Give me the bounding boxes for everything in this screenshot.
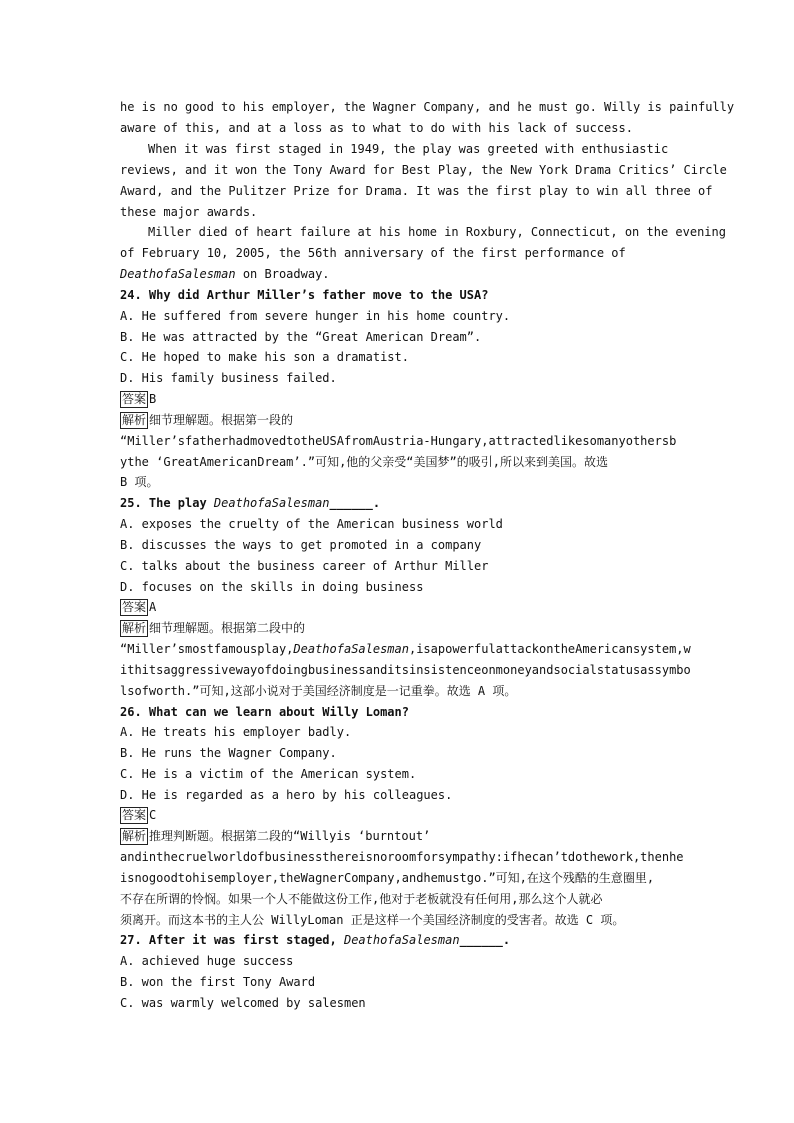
answer-label: 答案 — [122, 392, 147, 406]
question-27 — [120, 931, 510, 949]
question-24: 24. Why did Arthur Miller’s father move to the USA? — [120, 288, 489, 302]
question-text: 25. The play — [120, 496, 214, 510]
answer-value: B — [149, 392, 157, 406]
answer-label: 答案 — [122, 808, 147, 822]
option-24-a: A. He suffered from severe hunger in his home country. — [120, 309, 511, 323]
option-24-d: D. His family business failed. — [120, 371, 337, 385]
play-title: DeathofaSalesman — [343, 933, 460, 947]
question-blank: ______. — [459, 933, 511, 947]
play-title: DeathofaSalesman — [213, 496, 330, 510]
passage-line: reviews, and it won the Tony Award for Best Play, the New York Drama Critics’ Circle — [120, 163, 727, 177]
option-26-a: A. He treats his employer badly. — [120, 725, 352, 739]
option-27-a: A. achieved huge success — [120, 954, 294, 968]
passage-line: he is no good to his employer, the Wagner Company, and he must go. Willy is painfully — [120, 100, 735, 114]
passage-line — [120, 265, 330, 283]
analysis-line — [120, 640, 691, 658]
option-26-d: D. He is regarded as a hero by his colleagues. — [120, 788, 453, 802]
option-25-d: D. focuses on the skills in doing business — [120, 580, 424, 594]
analysis-line: ythe ‘GreatAmericanDream’.”可知,他的父亲受“美国梦”的吸引,所以来到美国。故选 — [120, 455, 608, 469]
question-text: 27. After it was first staged, — [120, 933, 344, 947]
analysis-line: lsofworth.”可知,这部小说对于美国经济制度是一记重拳。故选 A 项。 — [120, 684, 517, 698]
analysis-line: 不存在所谓的怜悯。如果一个人不能做这份工作,他对于老板就没有任何用,那么这个人就必 — [120, 892, 603, 906]
analysis-text: ,isapowerfulattackontheAmericansystem,w — [408, 642, 691, 656]
answer-24 — [120, 390, 156, 408]
analysis-line: isnogoodtohisemployer,theWagnerCompany,andhemustgo.”可知,在这个残酷的生意圈里, — [120, 871, 655, 885]
passage-line: of February 10, 2005, the 56th anniversary of the first performance of — [120, 246, 626, 260]
passage-text: on Broadway. — [235, 267, 330, 281]
option-25-c: C. talks about the business career of Arthur Miller — [120, 559, 489, 573]
passage-line: When it was first staged in 1949, the play was greeted with enthusiastic — [148, 142, 669, 156]
analysis-text: 细节理解题。根据第二段中的 — [149, 621, 306, 635]
analysis-text: “Miller’smostfamousplay, — [120, 642, 294, 656]
analysis-line: “Miller’sfatherhadmovedtotheUSAfromAustria-Hungary,attractedlikesomanyothersb — [120, 434, 677, 448]
option-24-c: C. He hoped to make his son a dramatist. — [120, 350, 409, 364]
answer-value: C — [149, 808, 157, 822]
analysis-label: 解析 — [122, 829, 147, 843]
question-blank: ______. — [329, 496, 381, 510]
analysis-text: 细节理解题。根据第一段的 — [149, 413, 294, 427]
analysis-24 — [120, 411, 293, 429]
analysis-label: 解析 — [122, 621, 147, 635]
passage-line: Award, and the Pulitzer Prize for Drama. It was the first play to win all three of — [120, 184, 713, 198]
play-title: DeathofaSalesman — [293, 642, 409, 656]
play-title: DeathofaSalesman — [120, 267, 236, 281]
option-25-a: A. exposes the cruelty of the American business world — [120, 517, 503, 531]
option-25-b: B. discusses the ways to get promoted in a company — [120, 538, 482, 552]
passage-line: aware of this, and at a loss as to what to do with his lack of success. — [120, 121, 633, 135]
analysis-25 — [120, 619, 305, 637]
analysis-label: 解析 — [122, 413, 147, 427]
option-24-b: B. He was attracted by the “Great American Dream”. — [120, 330, 482, 344]
analysis-line: 须离开。而这本书的主人公 WillyLoman 正是这样一个美国经济制度的受害者。故选 C 项。 — [120, 913, 625, 927]
analysis-line: ithitsaggressivewayofdoingbusinessanditsinsistenceonmoneyandsocialstatusassymbo — [120, 663, 691, 677]
answer-label: 答案 — [122, 600, 147, 614]
answer-25 — [120, 598, 156, 616]
option-26-b: B. He runs the Wagner Company. — [120, 746, 337, 760]
analysis-line: andinthecruelworldofbusinessthereisnoroomforsympathy:ifhecan’tdothework,thenhe — [120, 850, 684, 864]
passage-line: Miller died of heart failure at his home in Roxbury, Connecticut, on the evening — [148, 225, 726, 239]
analysis-line: B 项。 — [120, 475, 159, 489]
option-27-c: C. was warmly welcomed by salesmen — [120, 996, 366, 1010]
passage-line: these major awards. — [120, 205, 258, 219]
answer-26 — [120, 806, 156, 824]
question-26: 26. What can we learn about Willy Loman? — [120, 705, 409, 719]
analysis-26 — [120, 827, 430, 845]
analysis-text: 推理判断题。根据第二段的“Willyis ‘burntout’ — [149, 829, 431, 843]
option-27-b: B. won the first Tony Award — [120, 975, 316, 989]
question-25 — [120, 494, 380, 512]
answer-value: A — [149, 600, 157, 614]
option-26-c: C. He is a victim of the American system. — [120, 767, 417, 781]
